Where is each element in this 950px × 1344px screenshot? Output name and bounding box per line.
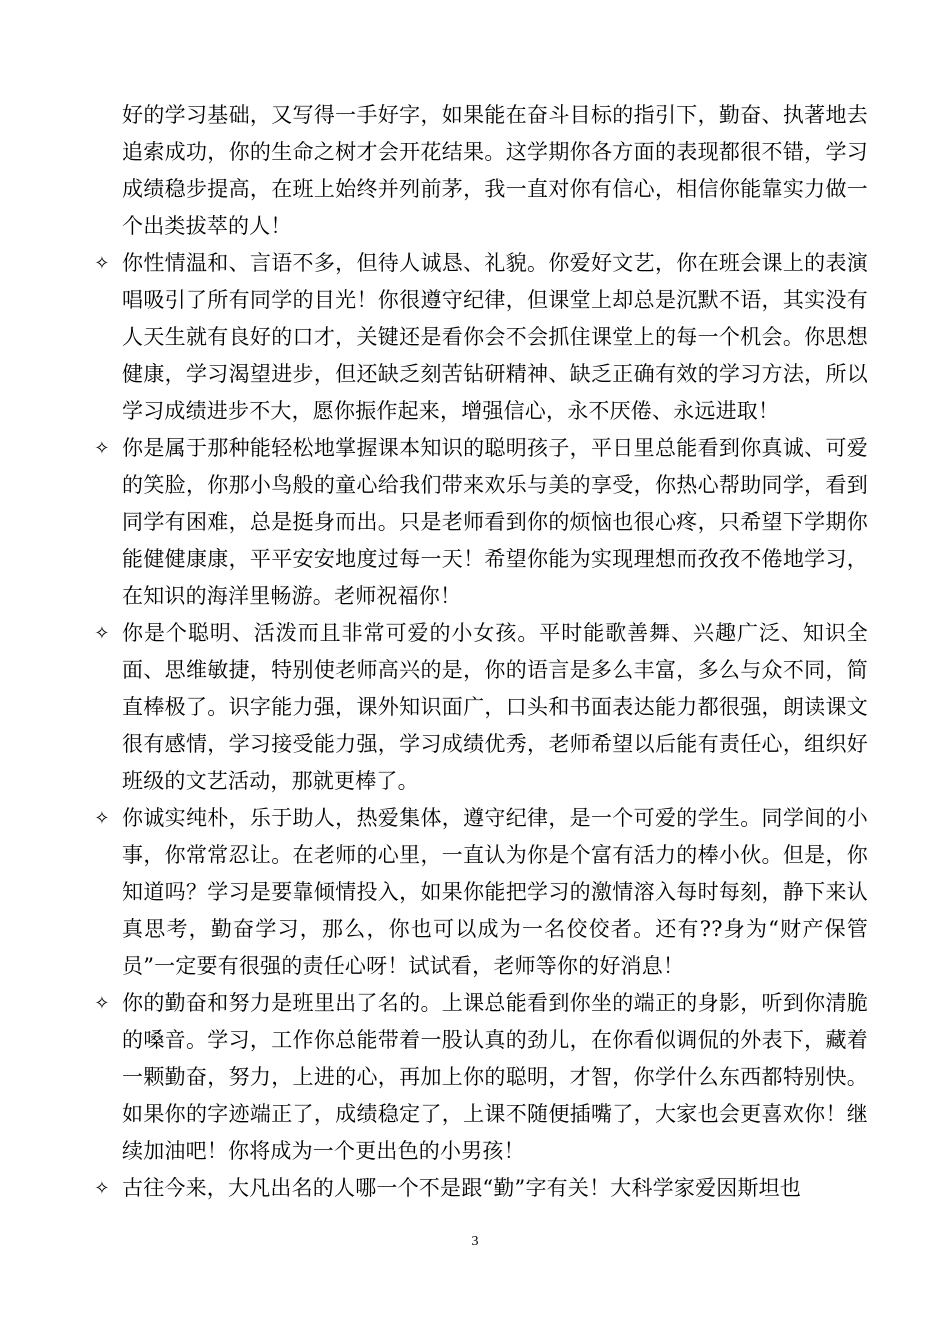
comment-item	[88, 800, 868, 985]
comment-item	[88, 430, 868, 615]
diamond-star-bullet-icon: ✧	[94, 1178, 110, 1199]
comment-item	[88, 1170, 868, 1207]
comment-item	[88, 245, 868, 430]
paragraph-text: 你的勤奋和努力是班里出了名的。上课总能看到你坐的端正的身影，听到你清脆的嗓音。学习，工作你总能带着一股认真的劲儿，在你看似调侃的外表下，藏着一颗勤奋，努力，上进的心，再加上你的聪明，才智，你学什么东西都特别快。如果你的字迹端正了，成绩稳定了，上课不随便插嘴了，大家也会更喜欢你！继续加油吧！你将成为一个更出色的小男孩！	[122, 991, 868, 1163]
paragraph-text: 你性情温和、言语不多，但待人诚恳、礼貌。你爱好文艺，你在班会课上的表演唱吸引了所有同学的目光！你很遵守纪律，但课堂上却总是沉默不语，其实没有人天生就有良好的口才，关键还是看你会不会抓住课堂上的每一个机会。你思想健康，学习渴望进步，但还缺乏刻苦钻研精神、缺乏正确有效的学习方法，所以学习成绩进步不大，愿你振作起来，增强信心，永不厌倦、永远进取！	[122, 251, 868, 423]
paragraph-text: 你是属于那种能轻松地掌握课本知识的聪明孩子，平日里总能看到你真诚、可爱的笑脸，你那小鸟般的童心给我们带来欢乐与美的享受，你热心帮助同学，看到同学有困难，总是挺身而出。只是老师看到你的烦恼也很心疼，只希望下学期你能健健康康，平平安安地度过每一天！希望你能为实现理想而孜孜不倦地学习，在知识的海洋里畅游。老师祝福你！	[122, 436, 868, 608]
diamond-star-bullet-icon: ✧	[94, 808, 110, 829]
diamond-star-bullet-icon: ✧	[94, 623, 110, 644]
paragraph-text: 你诚实纯朴，乐于助人，热爱集体，遵守纪律，是一个可爱的学生。同学间的小事，你常常忍让。在老师的心里，一直认为你是个富有活力的棒小伙。但是，你知道吗？学习是要靠倾情投入，如果你能把学习的激情溶入每时每刻，静下来认真思考，勤奋学习，那么，你也可以成为一名佼佼者。还有??身为“财产保管员”一定要有很强的责任心呀！试试看，老师等你的好消息！	[122, 806, 868, 978]
paragraph-text: 古往今来，大凡出名的人哪一个不是跟“勤”字有关！大科学家爱因斯坦也	[122, 1176, 802, 1200]
diamond-star-bullet-icon: ✧	[94, 253, 110, 274]
paragraph-text: 好的学习基础，又写得一手好字，如果能在奋斗目标的指引下，勤奋、执著地去追索成功，你的生命之树才会开花结果。这学期你各方面的表现都很不错，学习成绩稳步提高，在班上始终并列前茅，我一直对你有信心，相信你能靠实力做一个出类拔萃的人！	[122, 103, 868, 238]
diamond-star-bullet-icon: ✧	[94, 438, 110, 459]
comment-item	[88, 985, 868, 1170]
diamond-star-bullet-icon: ✧	[94, 993, 110, 1014]
comment-continuation	[88, 97, 868, 245]
page-number: 3	[471, 1234, 479, 1249]
document-body	[88, 97, 868, 1207]
paragraph-text: 你是个聪明、活泼而且非常可爱的小女孩。平时能歌善舞、兴趣广泛、知识全面、思维敏捷，特别使老师高兴的是，你的语言是多么丰富，多么与众不同，简直棒极了。识字能力强，课外知识面广，口头和书面表达能力都很强，朗读课文很有感情，学习接受能力强，学习成绩优秀，老师希望以后能有责任心，组织好班级的文艺活动，那就更棒了。	[122, 621, 868, 793]
comment-item	[88, 615, 868, 800]
